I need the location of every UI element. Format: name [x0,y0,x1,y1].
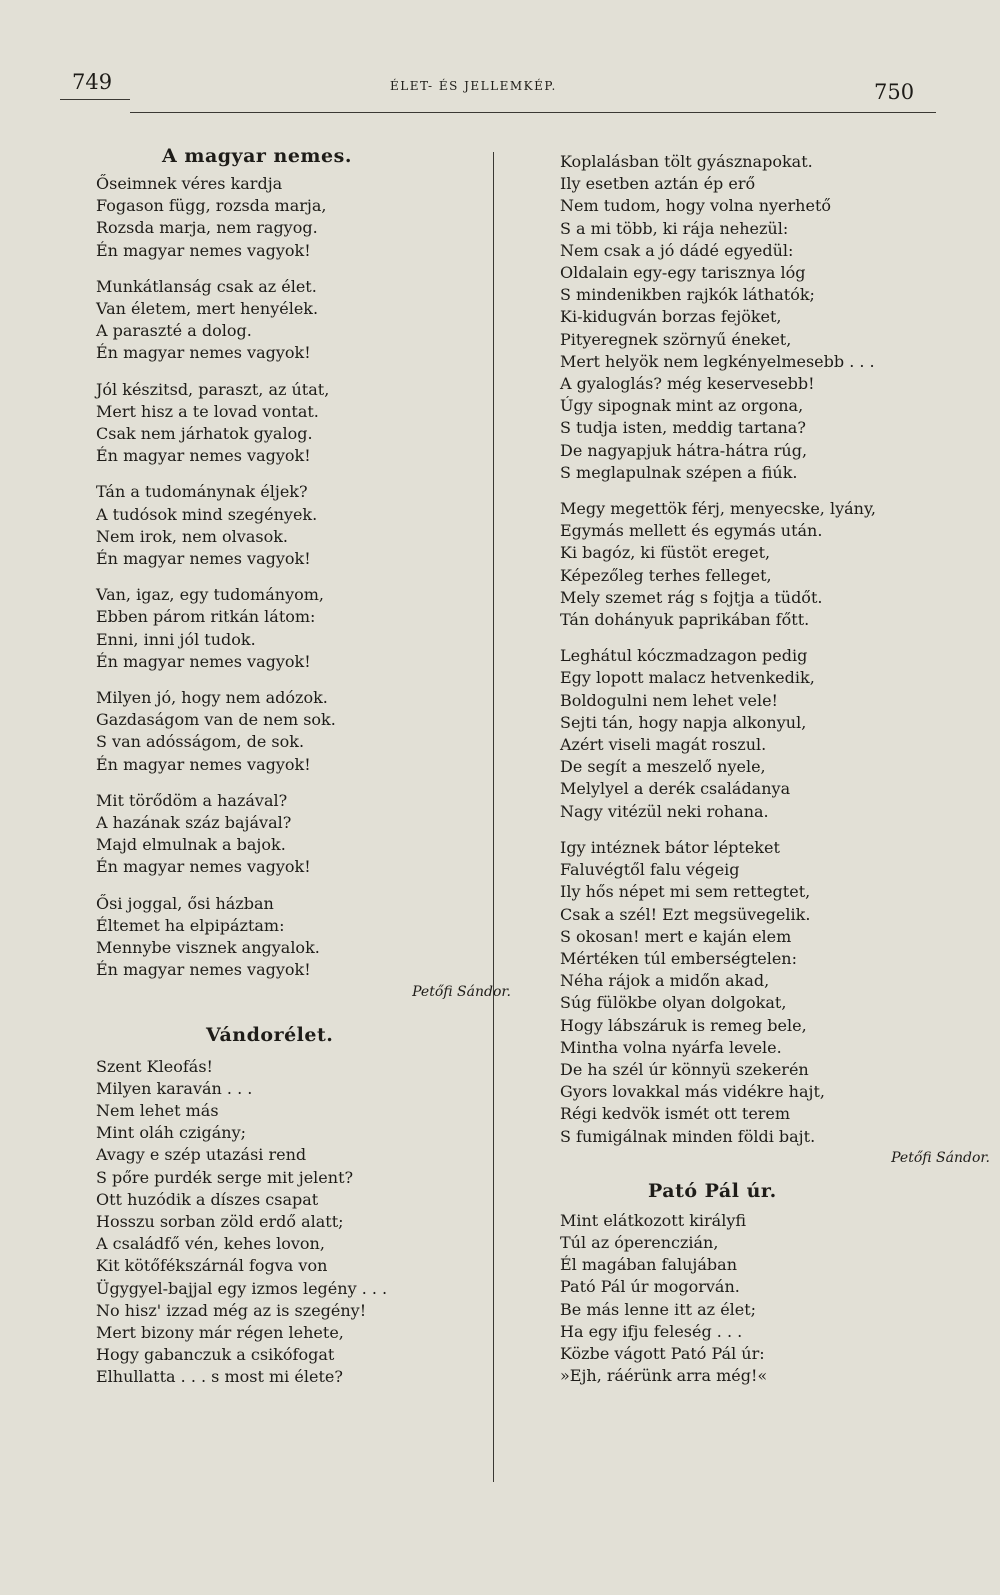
verse-line: Mert helyök nem legkényelmesebb . . . [560,351,875,371]
verse-line: Nem irok, nem olvasok. [96,526,288,546]
verse-line: Mert bizony már régen lehete, [96,1322,344,1342]
verse-line: »Ejh, ráérünk arra még!« [560,1366,768,1386]
verse-line: Be más lenne itt az élet; [560,1299,757,1319]
verse-line: Úgy sipognak mint az orgona, [560,396,804,416]
stanza [560,498,960,631]
stanza [560,645,960,823]
poem-body [96,1056,491,1389]
verse-line: Néha rájok a midőn akad, [560,971,770,991]
verse-line: Elhullatta . . . s most mi élete? [96,1367,343,1387]
stanza [96,687,491,776]
verse-line: Gazdaságom van de nem sok. [96,710,336,730]
verse-line: Ha egy ifju feleség . . . [560,1321,743,1341]
verse-line: Én magyar nemes vagyok! [96,343,311,363]
verse-line: A családfő vén, kehes lovon, [96,1234,325,1254]
header-rule-left [60,99,130,100]
verse-line: Van, igaz, egy tudományom, [96,585,324,605]
verse-line: Közbe vágott Pató Pál úr: [560,1343,765,1363]
stanza [560,151,960,484]
verse-line: Milyen jó, hogy nem adózok. [96,688,328,708]
verse-line: S mindenikben rajkók láthatók; [560,285,815,305]
verse-line: Fogason függ, rozsda marja, [96,196,327,216]
poem-signature: Petőfi Sándor. [891,1149,990,1166]
verse-line: Mint elátkozott királyfi [560,1210,747,1230]
verse-line: Én magyar nemes vagyok! [96,857,311,877]
verse-line: De ha szél úr könnyü szekerén [560,1059,809,1079]
verse-line: Van életem, mert henyélek. [96,299,319,319]
verse-line: Oldalain egy-egy tarisznya lóg [560,263,806,283]
verse-line: Avagy e szép utazási rend [96,1145,307,1165]
verse-line: Jól készitsd, paraszt, az útat, [96,379,330,399]
verse-line: Kit kötőfékszárnál fogva von [96,1256,328,1276]
verse-line: S pőre purdék serge mit jelent? [96,1167,354,1187]
verse-line: Én magyar nemes vagyok! [96,240,311,260]
verse-line: Ott huzódik a díszes csapat [96,1189,319,1209]
verse-line: Leghátul kóczmadzagon pedig [560,646,808,666]
verse-line: Mint oláh czigány; [96,1123,247,1143]
verse-line: Gyors lovakkal más vidékre hajt, [560,1082,825,1102]
verse-line: Mely szemet rág s fojtja a tüdőt. [560,587,823,607]
verse-line: Nagy vitézül neki rohana. [560,801,769,821]
verse-line: Régi kedvök ismét ott terem [560,1104,791,1124]
verse-line: De nagyapjuk hátra-hátra rúg, [560,440,808,460]
verse-line: Azért viseli magát roszul. [560,735,767,755]
verse-line: Ily esetben aztán ép erő [560,174,756,194]
verse-line: Ily hős népet mi sem rettegtet, [560,882,811,902]
verse-line: Tán a tudománynak éljek? [96,482,308,502]
verse-line: S van adósságom, de sok. [96,732,305,752]
stanza [560,837,960,1148]
verse-line: Csak nem járhatok gyalog. [96,424,313,444]
verse-line: Hosszu sorban zöld erdő alatt; [96,1211,344,1231]
verse-line: De segít a meszelő nyele, [560,757,766,777]
verse-line: Én magyar nemes vagyok! [96,651,311,671]
verse-line: Él magában falujában [560,1255,738,1275]
poem-body [560,151,960,1148]
verse-line: Egy lopott malacz hetvenkedik, [560,668,815,688]
verse-line: Milyen karaván . . . [96,1078,253,1098]
stanza [96,893,491,982]
verse-line: Én magyar nemes vagyok! [96,754,311,774]
verse-line: S okosan! mert e kaján elem [560,926,792,946]
verse-line: Hogy lábszáruk is remeg bele, [560,1015,807,1035]
column-divider [493,152,494,1482]
stanza [96,790,491,879]
verse-line: Mit törődöm a hazával? [96,790,288,810]
verse-line: Ki bagóz, ki füstöt ereget, [560,543,771,563]
poem-title: Vándorélet. [206,1023,334,1046]
stanza [96,584,491,673]
verse-line: Mértéken túl emberségtelen: [560,948,797,968]
verse-line: Boldogulni nem lehet vele! [560,690,778,710]
verse-line: Csak a szél! Ezt megsüvegelik. [560,904,811,924]
poem-title: A magyar nemes. [162,145,352,167]
left-column [96,145,511,1389]
verse-line: Ki-kidugván borzas fejöket, [560,307,782,327]
verse-line: Szent Kleofás! [96,1056,213,1076]
verse-line: Megy megettök férj, menyecske, lyány, [560,499,876,519]
verse-line: Ebben párom ritkán látom: [96,607,316,627]
poem-signature: Petőfi Sándor. [412,983,511,1000]
verse-line: S a mi több, ki rája nehezül: [560,218,789,238]
verse-line: Hogy gabanczuk a csikófogat [96,1345,335,1365]
verse-line: Pityeregnek szörnyű éneket, [560,329,792,349]
verse-line: Éltemet ha elpipáztam: [96,915,285,935]
stanza [96,379,491,468]
stanza [96,173,491,262]
verse-line: Mennybe visznek angyalok. [96,938,320,958]
verse-line: Ősi joggal, ősi házban [96,893,274,913]
verse-line: Ügygyel-bajjal egy izmos legény . . . [96,1278,388,1298]
verse-line: Faluvégtől falu végeig [560,860,740,880]
verse-line: Őseimnek véres kardja [96,174,283,193]
header-rule-right [130,112,936,113]
verse-line: Túl az óperenczián, [560,1232,719,1252]
verse-line: Nem tudom, hogy volna nyerhető [560,196,831,216]
verse-line: Nem csak a jó dádé egyedül: [560,240,794,260]
right-column [560,151,990,1387]
verse-line: S meglapulnak szépen a fiúk. [560,462,798,482]
poem-title: Pató Pál úr. [648,1179,777,1202]
verse-line: Mert hisz a te lovad vontat. [96,401,319,421]
running-head: ÉLET- ÉS JELLEMKÉP. [390,79,557,93]
verse-line: Majd elmulnak a bajok. [96,835,286,855]
stanza [96,276,491,365]
verse-line: A gyaloglás? még keservesebb! [560,374,815,394]
left-page-number: 749 [72,70,113,94]
verse-line: No hisz' izzad még az is szegény! [96,1300,367,1320]
verse-line: Melylyel a derék családanya [560,779,791,799]
verse-line: Én magyar nemes vagyok! [96,446,311,466]
verse-line: S tudja isten, meddig tartana? [560,418,806,438]
verse-line: Igy intéznek bátor lépteket [560,837,780,857]
page-header [0,0,1000,120]
right-page-number: 750 [874,80,915,104]
verse-line: S fumigálnak minden földi bajt. [560,1126,816,1146]
verse-line: Rozsda marja, nem ragyog. [96,218,318,238]
verse-line: Én magyar nemes vagyok! [96,960,311,980]
verse-line: Mintha volna nyárfa levele. [560,1037,782,1057]
poem-body [560,1210,960,1388]
verse-line: A hazának száz bajával? [96,813,292,833]
poem-body [96,173,491,982]
verse-line: Enni, inni jól tudok. [96,629,256,649]
verse-line: Képezőleg terhes felleget, [560,565,772,585]
verse-line: Súg fülökbe olyan dolgokat, [560,993,787,1013]
stanza [96,481,491,570]
verse-line: Koplalásban tölt gyásznapokat. [560,152,813,171]
verse-line: Nem lehet más [96,1100,219,1120]
verse-line: Pató Pál úr mogorván. [560,1277,740,1297]
verse-line: Tán dohányuk paprikában főtt. [560,610,810,630]
verse-line: A tudósok mind szegények. [96,504,318,524]
verse-line: A paraszté a dolog. [96,321,252,341]
verse-line: Sejti tán, hogy napja alkonyul, [560,712,807,732]
verse-line: Én magyar nemes vagyok! [96,549,311,569]
verse-line: Munkátlanság csak az élet. [96,276,317,296]
verse-line: Egymás mellett és egymás után. [560,521,823,541]
